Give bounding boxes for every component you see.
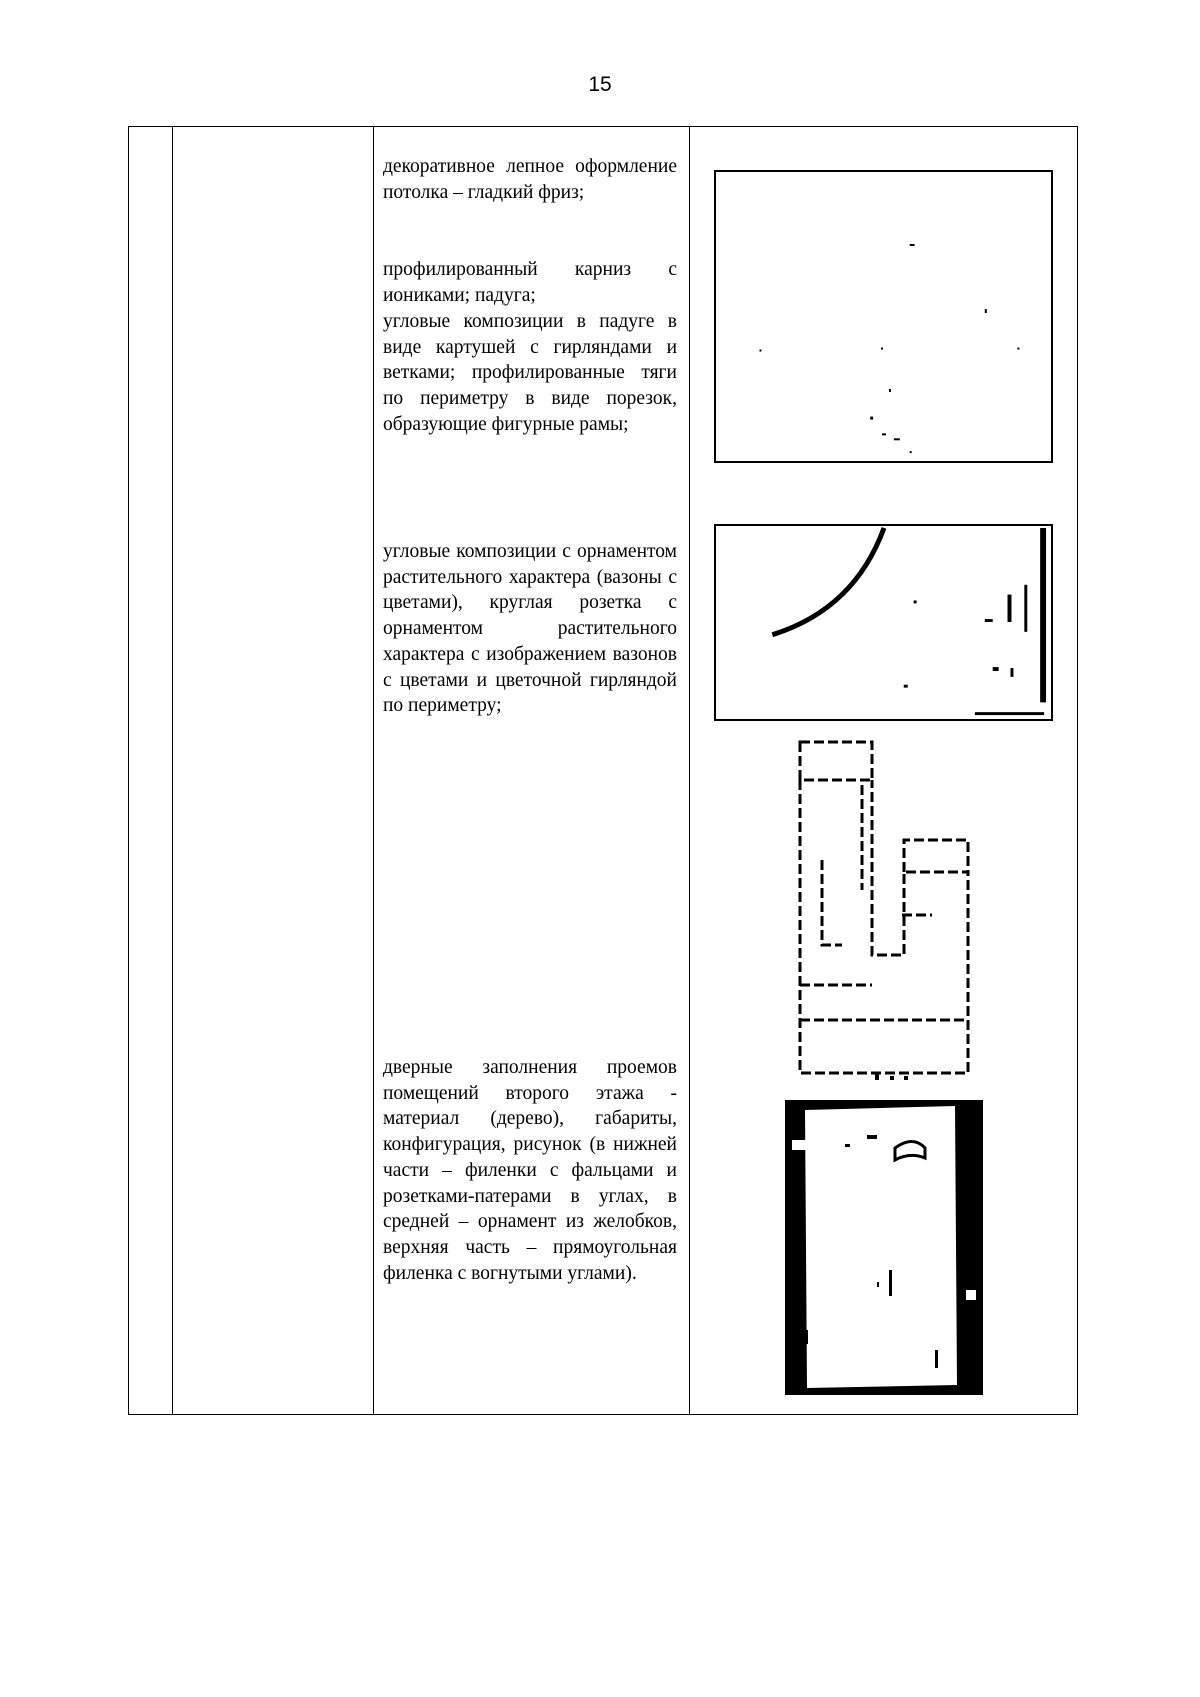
column-divider (172, 127, 173, 1414)
description-doors: дверные заполнения проемов помещений второго этажа - материал (дерево), габариты, конфигурация, рисунок (в нижней части – филенки с фальцами и розетками-патерами в углах, в средней – орнамент из желобков, верхняя часть – прямоугольная филенка с вогнутыми углами). (383, 1057, 677, 1284)
ceiling-rosette-photo (714, 524, 1053, 721)
column-divider (689, 127, 690, 1414)
column-divider (373, 127, 374, 1414)
description-cornice: профилированный карниз с иониками; падуга; (383, 259, 677, 306)
description-rosette: угловые композиции с орнаментом растительного характера (вазоны с цветами), круглая розетка с орнаментом растительного характера с изображением вазонов с цветами и цветочной гирляндой по периметру; (383, 541, 677, 717)
description-corner-compositions: угловые композиции в падуге в виде картушей с гирляндами и ветками; профилированные тяги по периметру в виде порезок, образующие фигурные рамы; (383, 311, 677, 435)
door-photo (785, 1100, 983, 1395)
ceiling-photo (714, 170, 1053, 463)
floor-plan (792, 740, 974, 1085)
description-ceiling-frieze: декоративное лепное оформление потолка – гладкий фриз; (383, 156, 677, 203)
page-number: 15 (588, 73, 612, 96)
